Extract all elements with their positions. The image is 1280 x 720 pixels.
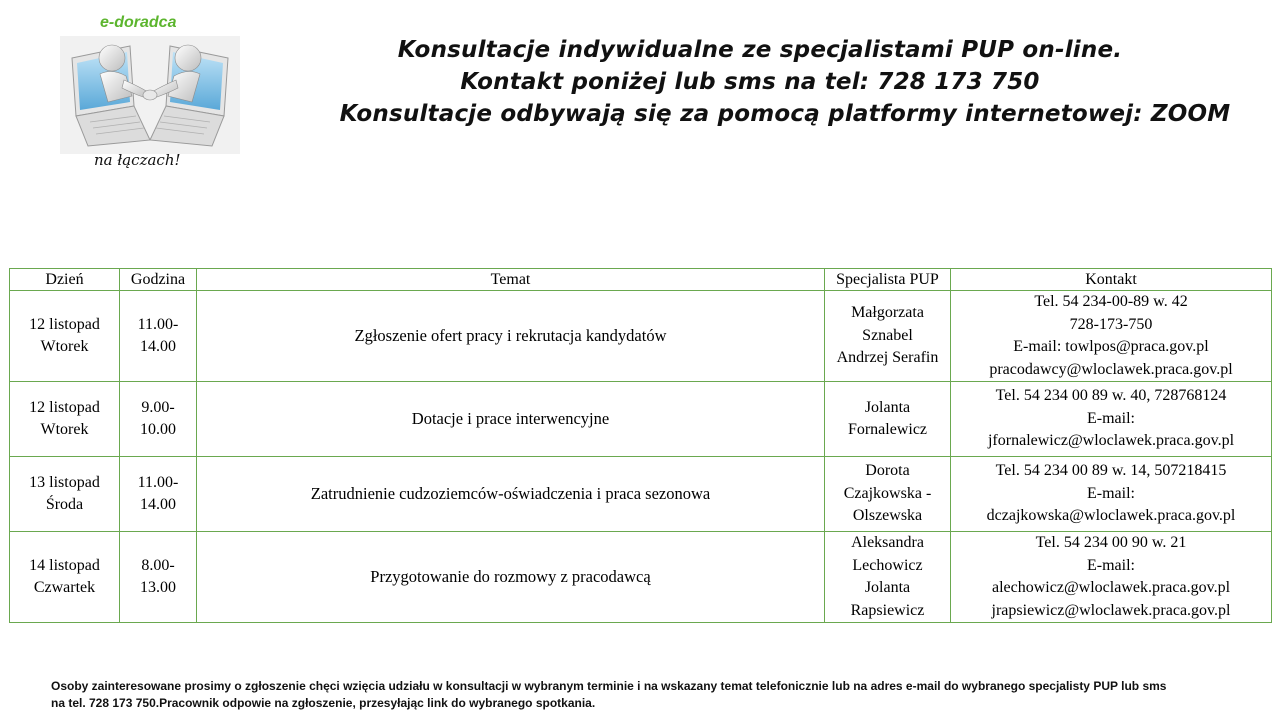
day-weekday: Środa [45, 496, 84, 513]
contact-phone: Tel. 54 234-00-89 w. 42 [1034, 293, 1188, 310]
specialist-line: Sznabel [862, 326, 913, 344]
column-header-specialist: Specjalista PUP [825, 269, 951, 291]
contact-email[interactable]: jrapsiewicz@wloclawek.praca.gov.pl [991, 601, 1231, 619]
e-doradca-logo [60, 8, 240, 173]
day-weekday: Wtorek [40, 338, 89, 355]
hour-end: 14.00 [140, 338, 176, 355]
column-header-day: Dzień [10, 269, 120, 291]
topic-cell: Zatrudnienie cudzoziemców-oświadczenia i praca sezonowa [197, 457, 825, 532]
hour-cell [120, 457, 197, 532]
day-cell [10, 532, 120, 623]
logo-brand-text: e-doradca [100, 14, 177, 31]
hour-start: 11.00- [137, 315, 179, 333]
footer-line-1: Osoby zainteresowane prosimy o zgłoszenie chęci wzięcia udziału w konsultacji w wybranym terminie i na wskazany temat telefonicznie lub na adres e-mail do wybranego specjalisty PUP lub sms [51, 679, 1167, 693]
contact-email-label: E-mail: [1087, 556, 1135, 574]
topic-cell: Zgłoszenie ofert pracy i rekrutacja kandydatów [197, 291, 825, 382]
hour-start: 9.00- [141, 398, 175, 416]
day-weekday: Wtorek [40, 421, 89, 438]
table-row [10, 382, 1272, 457]
contact-cell [951, 457, 1272, 532]
contact-phone: Tel. 54 234 00 90 w. 21 [1035, 534, 1187, 551]
contact-phone-mobile: 728-173-750 [1069, 315, 1153, 333]
specialist-line: Aleksandra [851, 534, 924, 551]
contact-cell [951, 382, 1272, 457]
table-row [10, 457, 1272, 532]
hour-end: 13.00 [140, 579, 176, 596]
day-cell [10, 291, 120, 382]
footer-line-2: na tel. 728 173 750.Pracownik odpowie na zgłoszenie, przesyłając link do wybranego spotkania. [51, 696, 596, 710]
specialist-line: Fornalewicz [847, 421, 928, 438]
contact-phone: Tel. 54 234 00 89 w. 40, 728768124 [995, 387, 1227, 405]
day-cell [10, 457, 120, 532]
specialist-cell [825, 532, 951, 623]
specialist-line: Jolanta [864, 579, 911, 596]
contact-email-label: E-mail: [1087, 484, 1135, 502]
header-line-1: Konsultacje indywidualne ze specjalistami PUP on-line. [397, 37, 1123, 63]
day-cell [10, 382, 120, 457]
column-header-hour: Godzina [120, 269, 197, 291]
specialist-cell [825, 382, 951, 457]
day-date: 12 listopad [29, 315, 100, 333]
day-weekday: Czwartek [33, 579, 96, 596]
hour-cell [120, 532, 197, 623]
specialist-line: Małgorzata [851, 304, 924, 322]
column-header-topic: Temat [197, 269, 825, 291]
specialist-cell [825, 291, 951, 382]
specialist-line: Olszewska [852, 507, 923, 525]
table-row [10, 291, 1272, 382]
topic-cell: Dotacje i prace interwencyjne [197, 382, 825, 457]
specialist-line: Jolanta [864, 398, 911, 416]
footer-note [51, 678, 1261, 712]
hour-start: 8.00- [141, 556, 175, 574]
handshake-laptops-icon [60, 36, 240, 154]
specialist-line: Andrzej Serafin [836, 349, 939, 367]
contact-email[interactable]: alechowicz@wloclawek.praca.gov.pl [991, 579, 1231, 596]
contact-cell [951, 532, 1272, 623]
topic-cell: Przygotowanie do rozmowy z pracodawcą [197, 532, 825, 623]
contact-email[interactable]: E-mail: towlpos@praca.gov.pl [1013, 338, 1209, 355]
header-line-2: Kontakt poniżej lub sms na tel: 728 173 750 [460, 69, 1040, 95]
specialist-line: Dorota [865, 462, 910, 480]
day-date: 12 listopad [29, 398, 100, 416]
hour-end: 10.00 [140, 421, 176, 438]
contact-phone: Tel. 54 234 00 89 w. 14, 507218415 [995, 462, 1227, 480]
hour-cell [120, 382, 197, 457]
contact-email[interactable]: dczajkowska@wloclawek.praca.gov.pl [986, 507, 1236, 525]
contact-email-label: E-mail: [1087, 409, 1135, 427]
contact-email[interactable]: pracodawcy@wloclawek.praca.gov.pl [989, 360, 1233, 378]
specialist-line: Rapsiewicz [850, 601, 925, 619]
hour-end: 14.00 [140, 496, 176, 513]
logo-tagline: na łączach! [94, 151, 181, 169]
hour-start: 11.00- [137, 473, 179, 491]
specialist-line: Czajkowska - [843, 484, 932, 502]
specialist-line: Lechowicz [852, 556, 923, 574]
hour-cell [120, 291, 197, 382]
header-line-3: Konsultacje odbywają się za pomocą platformy internetowej: ZOOM [339, 101, 1231, 127]
table-header-row [10, 269, 1272, 291]
day-date: 14 listopad [29, 556, 100, 574]
contact-cell [951, 291, 1272, 382]
page-header [290, 34, 1280, 130]
column-header-contact: Kontakt [951, 269, 1272, 291]
specialist-cell [825, 457, 951, 532]
contact-email[interactable]: jfornalewicz@wloclawek.praca.gov.pl [987, 432, 1235, 450]
table-row [10, 532, 1272, 623]
day-date: 13 listopad [29, 473, 100, 491]
consultation-schedule-table [9, 268, 1272, 623]
